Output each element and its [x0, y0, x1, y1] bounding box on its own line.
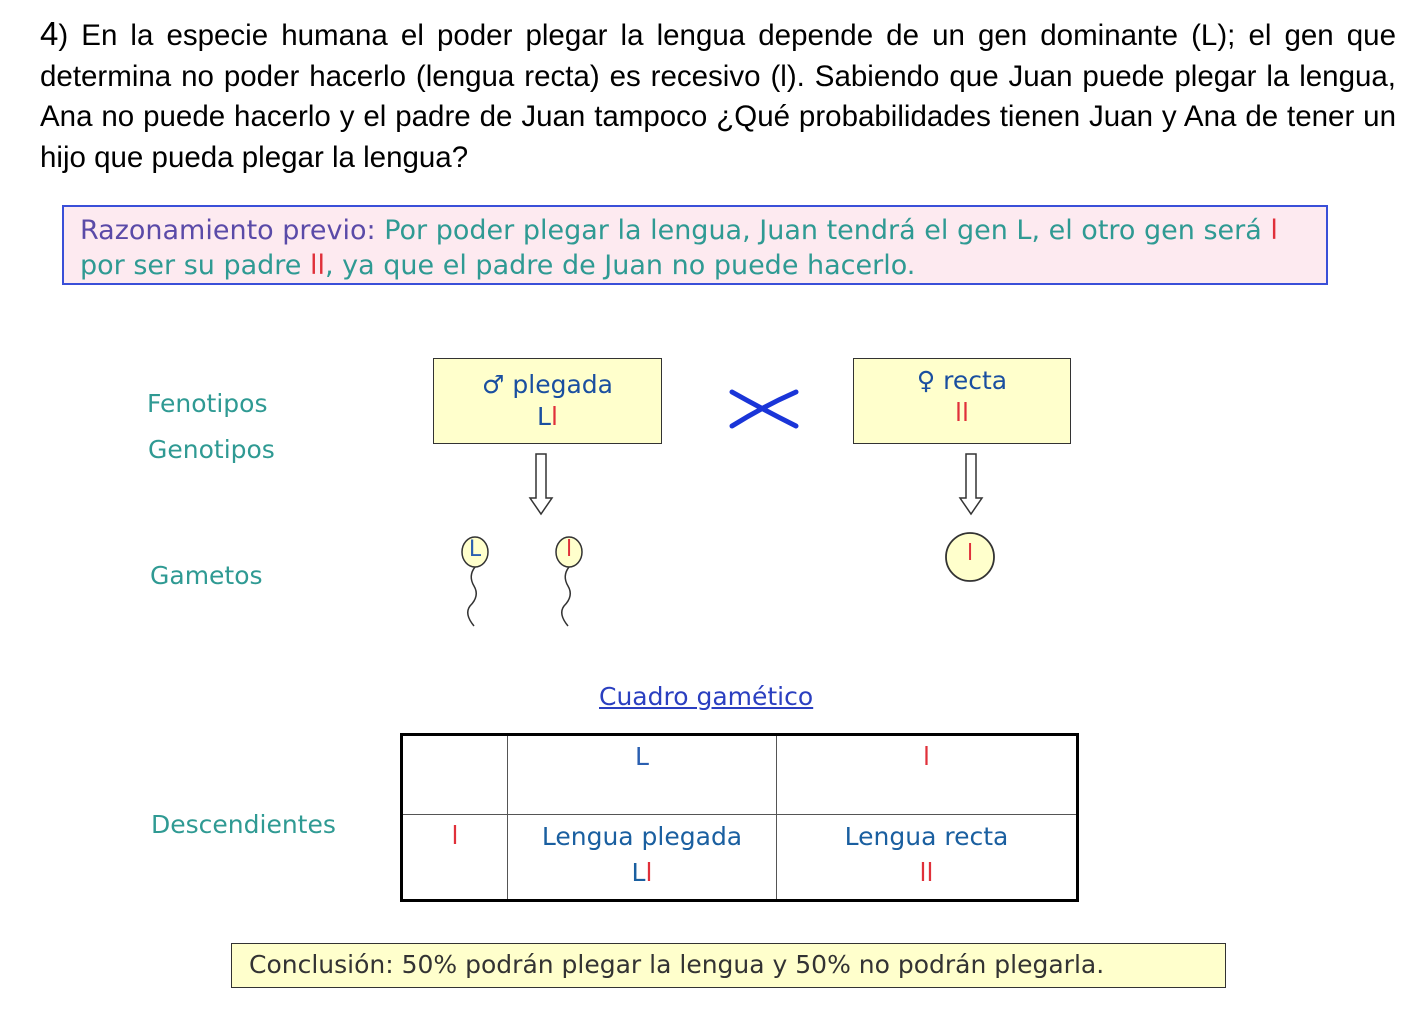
reasoning-gene-ll: ll	[310, 250, 326, 281]
male-symbol-icon: ♂	[482, 370, 505, 399]
cross-icon	[728, 388, 800, 430]
reasoning-text-2: por ser su padre	[80, 250, 310, 281]
offspring-geno-rec: l	[645, 858, 653, 887]
offspring-cell-recta	[777, 815, 1078, 901]
male-phenotype-label: plegada	[512, 370, 613, 399]
sperm-gamete-l	[552, 534, 588, 630]
male-phenotype-box	[433, 358, 662, 444]
offspring-geno-dom: L	[631, 858, 646, 887]
reasoning-text-3: , ya que el padre de Juan no puede hacerlo.	[325, 250, 916, 281]
female-phenotype-label: recta	[943, 366, 1008, 395]
corner-cell	[402, 735, 508, 815]
problem-statement	[40, 14, 1396, 178]
reasoning-gene-l: l	[1270, 215, 1278, 246]
label-descendientes: Descendientes	[151, 810, 336, 839]
male-genotype	[434, 401, 661, 433]
col-header-label: L	[635, 742, 649, 771]
female-phenotype-box	[853, 358, 1071, 444]
ovum-gamete-l	[943, 530, 997, 584]
label-genotipos: Genotipos	[148, 435, 275, 464]
gamete-label: l	[565, 537, 573, 562]
male-phenotype	[434, 369, 661, 401]
female-arrow-down-icon	[958, 452, 984, 516]
female-symbol-icon: ♀	[916, 366, 936, 395]
male-genotype-rec: l	[550, 402, 558, 431]
female-genotype: ll	[955, 398, 969, 427]
cuadro-title: Cuadro gamético	[599, 682, 814, 711]
gamete-label: l	[966, 541, 974, 566]
reasoning-label: Razonamiento previo:	[80, 215, 376, 246]
col-header-label: l	[923, 742, 930, 771]
offspring-phenotype: Lengua plegada	[541, 822, 743, 851]
gamete-label: L	[468, 537, 482, 562]
offspring-cell-plegada	[508, 815, 777, 901]
female-phenotype	[854, 365, 1070, 397]
punnett-square	[400, 733, 1079, 902]
col-header-l	[777, 735, 1078, 815]
row-header-l	[402, 815, 508, 901]
problem-number: 4	[40, 15, 59, 52]
label-fenotipos: Fenotipos	[147, 389, 268, 418]
problem-text: ) En la especie humana el poder plegar la lengua depende de un gen dominante (L); el gen que determina no poder hacerlo (lengua recta) es recesivo (l). Sabiendo que Juan puede plegar la lengua, Ana no puede hacerlo y el padre de Juan tampoco ¿Qué probabilidades tienen Juan y Ana de tener un hijo que pueda plegar la lengua?	[40, 19, 1396, 174]
offspring-genotype	[508, 855, 776, 891]
male-arrow-down-icon	[528, 452, 554, 516]
col-header-L	[508, 735, 777, 815]
offspring-phenotype: Lengua recta	[844, 822, 1009, 851]
reasoning-text-1: Por poder plegar la lengua, Juan tendrá el gen L, el otro gen será	[375, 215, 1271, 246]
label-gametos: Gametos	[150, 561, 263, 590]
male-genotype-dom: L	[537, 402, 551, 431]
offspring-geno-rec: ll	[919, 858, 934, 887]
conclusion-box: Conclusión: 50% podrán plegar la lengua y 50% no podrán plegarla.	[231, 943, 1226, 988]
offspring-genotype	[777, 855, 1076, 891]
sperm-gamete-L	[458, 534, 494, 630]
row-header-label: l	[451, 821, 459, 850]
reasoning-box	[62, 205, 1328, 285]
